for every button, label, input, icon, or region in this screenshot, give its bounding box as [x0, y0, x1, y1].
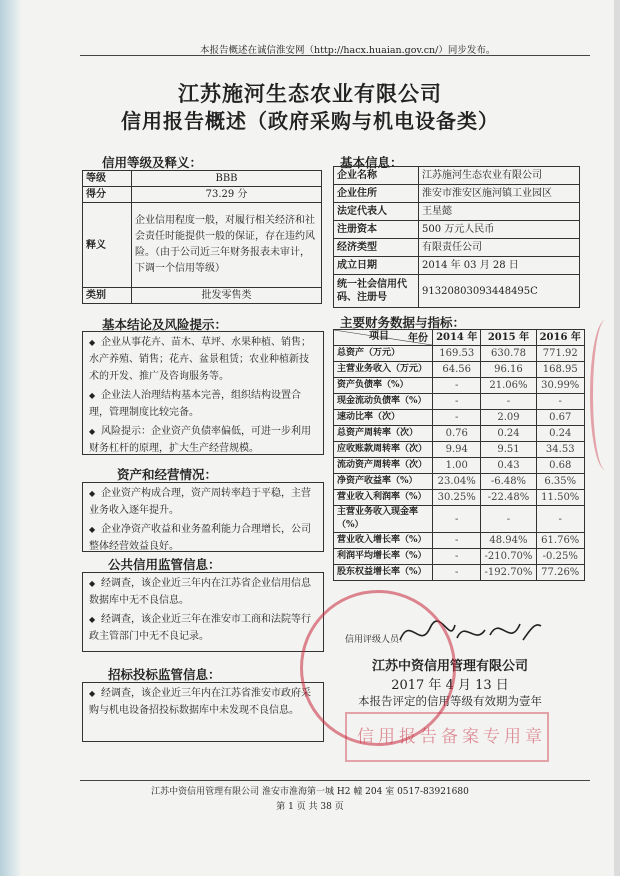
bidding-box — [82, 682, 324, 742]
basic-row — [334, 239, 580, 257]
diamond-bullet-icon: ◆ — [89, 489, 96, 498]
basic-row — [334, 203, 580, 221]
issuer-org: 江苏中资信用管理有限公司 — [371, 659, 528, 674]
basic-row — [334, 221, 580, 239]
header-rule — [80, 55, 590, 56]
financial-year-header: 2016 年 — [536, 330, 585, 346]
financial-row-label: 净资产收益率（%） — [334, 474, 433, 490]
credit-row-meaning — [83, 203, 322, 288]
financial-cell: - — [536, 394, 585, 410]
financial-row-label: 营业收入增长率（%） — [334, 533, 433, 549]
conclusion-item: ◆ 风险提示：企业资产负债率偏低，可进一步利用财务杠杆的原理，扩大生产经营规模。 — [83, 421, 323, 457]
financial-cell: 77.26% — [536, 565, 585, 581]
financial-row — [334, 426, 585, 442]
financial-cell: 169.53 — [433, 346, 481, 362]
evaluator-label: 信用评级人员： — [345, 635, 409, 645]
financial-cell: 9.94 — [433, 442, 481, 458]
financial-row — [334, 346, 585, 362]
credit-value: 73.29 分 — [132, 187, 322, 203]
financial-cell: 48.94% — [481, 533, 536, 549]
financial-cell: 23.04% — [433, 474, 481, 490]
basic-value: 江苏施河生态农业有限公司 — [419, 167, 580, 185]
financial-cell: 0.24 — [536, 426, 585, 442]
financial-row-label: 利润平均增长率（%） — [334, 549, 433, 565]
publication-notice: 本报告概述在诚信淮安网（http://hacx.huaian.gov.cn/）同步发布。 — [200, 45, 496, 56]
financial-cell: 30.25% — [433, 490, 481, 506]
credit-value: 批发零售类 — [132, 288, 322, 304]
assets-box — [82, 482, 324, 552]
bidding-heading: 招标投标监管信息： — [108, 667, 221, 682]
financial-cell: 0.67 — [536, 410, 585, 426]
bidding-item: ◆ 经调查，该企业近三年内在江苏省淮安市政府采购与机电设备招投标数据库中未发现不良信息。 — [83, 683, 323, 719]
credit-row-category — [83, 288, 322, 304]
company-title: 江苏施河生态农业有限公司 — [178, 81, 442, 106]
conclusion-item: ◆ 企业法人治理结构基本完善，组织结构设置合理，管理制度比较完备。 — [83, 385, 323, 421]
financial-cell: 168.95 — [536, 362, 585, 378]
financial-cell: - — [536, 506, 585, 533]
basic-value: 淮安市淮安区施河镇工业园区 — [419, 185, 580, 203]
conclusion-item: ◆ 企业从事花卉、苗木、草坪、水果种植、销售；水产养殖、销售；花卉、盆景租赁；农业种植新技术的开发、推广及咨询服务等。 — [83, 332, 323, 385]
financial-row-label: 股东权益增长率（%） — [334, 565, 433, 581]
credit-row-grade — [83, 171, 322, 187]
basic-row — [334, 275, 580, 308]
basic-row — [334, 185, 580, 203]
conclusion-heading: 基本结论及风险提示： — [102, 317, 228, 332]
financial-cell: 1.00 — [433, 458, 481, 474]
financial-cell: 21.06% — [481, 378, 536, 394]
financial-row-label: 速动比率（次） — [334, 410, 433, 426]
financial-cell: - — [433, 506, 481, 533]
financial-table — [333, 329, 585, 581]
basic-label: 企业住所 — [334, 185, 419, 203]
basic-heading: 基本信息： — [340, 155, 403, 170]
financial-cell: 0.24 — [481, 426, 536, 442]
financial-year-header: 2014 年 — [433, 330, 481, 346]
diamond-bullet-icon: ◆ — [89, 579, 96, 588]
financial-cell: 11.50% — [536, 490, 585, 506]
financial-row-label: 主营业务收入（万元） — [334, 362, 433, 378]
financial-cell: 30.99% — [536, 378, 585, 394]
financial-row-label: 流动资产周转率（次） — [334, 458, 433, 474]
financial-row — [334, 490, 585, 506]
basic-label: 成立日期 — [334, 257, 419, 275]
financial-row — [334, 565, 585, 581]
report-title: 信用报告概述（政府采购与机电设备类） — [121, 109, 499, 133]
financial-cell: 61.76% — [536, 533, 585, 549]
diamond-bullet-icon: ◆ — [89, 338, 96, 347]
financial-cell: 6.35% — [536, 474, 585, 490]
diamond-bullet-icon: ◆ — [89, 525, 96, 534]
basic-label: 经济类型 — [334, 239, 419, 257]
financial-cell: - — [433, 378, 481, 394]
financial-cell: 0.76 — [433, 426, 481, 442]
basic-label: 企业名称 — [334, 167, 419, 185]
credit-value: BBB — [132, 171, 322, 187]
financial-cell: 630.78 — [481, 346, 536, 362]
financial-row — [334, 533, 585, 549]
basic-label: 统一社会信用代码、注册号 — [334, 275, 419, 308]
financial-cell: - — [433, 565, 481, 581]
financial-cell: 96.16 — [481, 362, 536, 378]
footer-rule — [80, 780, 590, 781]
financial-cell: 34.53 — [536, 442, 585, 458]
financial-row-label: 总资产（万元） — [334, 346, 433, 362]
financial-row — [334, 362, 585, 378]
financial-cell: - — [481, 394, 536, 410]
financial-cell: 0.68 — [536, 458, 585, 474]
financial-year-header: 2015 年 — [481, 330, 536, 346]
financial-row — [334, 474, 585, 490]
diamond-bullet-icon: ◆ — [89, 427, 96, 436]
financial-row — [334, 549, 585, 565]
basic-value: 500 万元人民币 — [419, 221, 580, 239]
basic-info-table — [333, 166, 580, 308]
basic-row — [334, 257, 580, 275]
financial-row-label: 应收账款周转率（次） — [334, 442, 433, 458]
financial-cell: - — [481, 506, 536, 533]
financial-cell: -6.48% — [481, 474, 536, 490]
credit-heading: 信用等级及释义： — [102, 155, 203, 170]
credit-row-score — [83, 187, 322, 203]
diamond-bullet-icon: ◆ — [89, 689, 96, 698]
public-credit-box — [82, 572, 324, 652]
financial-cell: 771.92 — [536, 346, 585, 362]
financial-item-label: 项目 — [369, 331, 389, 342]
credit-label: 得分 — [83, 187, 132, 203]
validity-note: 本报告评定的信用等级有效期为壹年 — [358, 694, 542, 708]
diamond-bullet-icon: ◆ — [89, 615, 96, 624]
financial-cell: - — [433, 533, 481, 549]
financial-cell: - — [433, 549, 481, 565]
financial-header-row — [334, 330, 585, 346]
basic-value: 2014 年 03 月 28 日 — [419, 257, 580, 275]
financial-cell: 2.09 — [481, 410, 536, 426]
financial-row-label: 资产负债率（%） — [334, 378, 433, 394]
diamond-bullet-icon: ◆ — [89, 391, 96, 400]
financial-cell: 0.43 — [481, 458, 536, 474]
issue-date: 2017 年 4 月 13 日 — [391, 678, 509, 693]
assets-item: ◆ 企业资产构成合理，资产周转率趋于平稳，主营业务收入逐年提升。 — [83, 483, 323, 519]
public-credit-heading: 公共信用监管信息： — [108, 557, 221, 572]
assets-heading: 资产和经营情况： — [117, 467, 218, 482]
credit-table — [82, 170, 322, 304]
public-credit-item: ◆ 经调查，该企业近三年内在江苏省企业信用信息数据库中无不良信息。 — [83, 573, 323, 609]
financial-cell: 9.51 — [481, 442, 536, 458]
financial-corner-header — [334, 330, 433, 346]
conclusion-box — [82, 331, 324, 455]
basic-value: 有限责任公司 — [419, 239, 580, 257]
credit-label: 类别 — [83, 288, 132, 304]
financial-cell: - — [433, 410, 481, 426]
basic-row — [334, 167, 580, 185]
basic-value: 王星懿 — [419, 203, 580, 221]
financial-cell: -22.48% — [481, 490, 536, 506]
credit-label: 等级 — [83, 171, 132, 187]
financial-row — [334, 442, 585, 458]
credit-label: 释义 — [83, 203, 132, 288]
financial-cell: -0.25% — [536, 549, 585, 565]
financial-row — [334, 458, 585, 474]
financial-year-label: 年份 — [408, 333, 428, 344]
financial-row-label: 总资产周转率（次） — [334, 426, 433, 442]
financial-cell: -210.70% — [481, 549, 536, 565]
filing-stamp: 信用报告备案专用章 — [345, 712, 549, 762]
financial-row — [334, 378, 585, 394]
edge-seal-fragment — [590, 320, 620, 470]
financial-heading: 主要财务数据与指标： — [340, 315, 466, 330]
financial-cell: -192.70% — [481, 565, 536, 581]
financial-row-label: 营业收入利润率（%） — [334, 490, 433, 506]
financial-row — [334, 506, 585, 533]
financial-cell: 64.56 — [433, 362, 481, 378]
basic-label: 法定代表人 — [334, 203, 419, 221]
public-credit-item: ◆ 经调查，该企业近三年在淮安市工商和法院等行政主管部门中无不良记录。 — [83, 609, 323, 645]
basic-label: 注册资本 — [334, 221, 419, 239]
assets-item: ◆ 企业净资产收益和业务盈利能力合理增长，公司整体经营效益良好。 — [83, 519, 323, 555]
basic-value: 91320803093448495C — [419, 275, 580, 308]
page-number: 第 1 页 共 38 页 — [276, 802, 344, 812]
footer-contact: 江苏中资信用管理有限公司 淮安市淮海第一城 H2 幢 204 室 0517-83921680 — [151, 787, 469, 797]
credit-value: 企业信用程度一般，对履行相关经济和社会责任时能提供一般的保证，存在违约风险。（由于公司近三年财务报表未审计，下调一个信用等级） — [132, 203, 322, 288]
financial-cell: - — [433, 394, 481, 410]
financial-row — [334, 394, 585, 410]
financial-row-label: 主营业务收入现金率（%） — [334, 506, 433, 533]
financial-row — [334, 410, 585, 426]
financial-row-label: 现金流动负债率（%） — [334, 394, 433, 410]
